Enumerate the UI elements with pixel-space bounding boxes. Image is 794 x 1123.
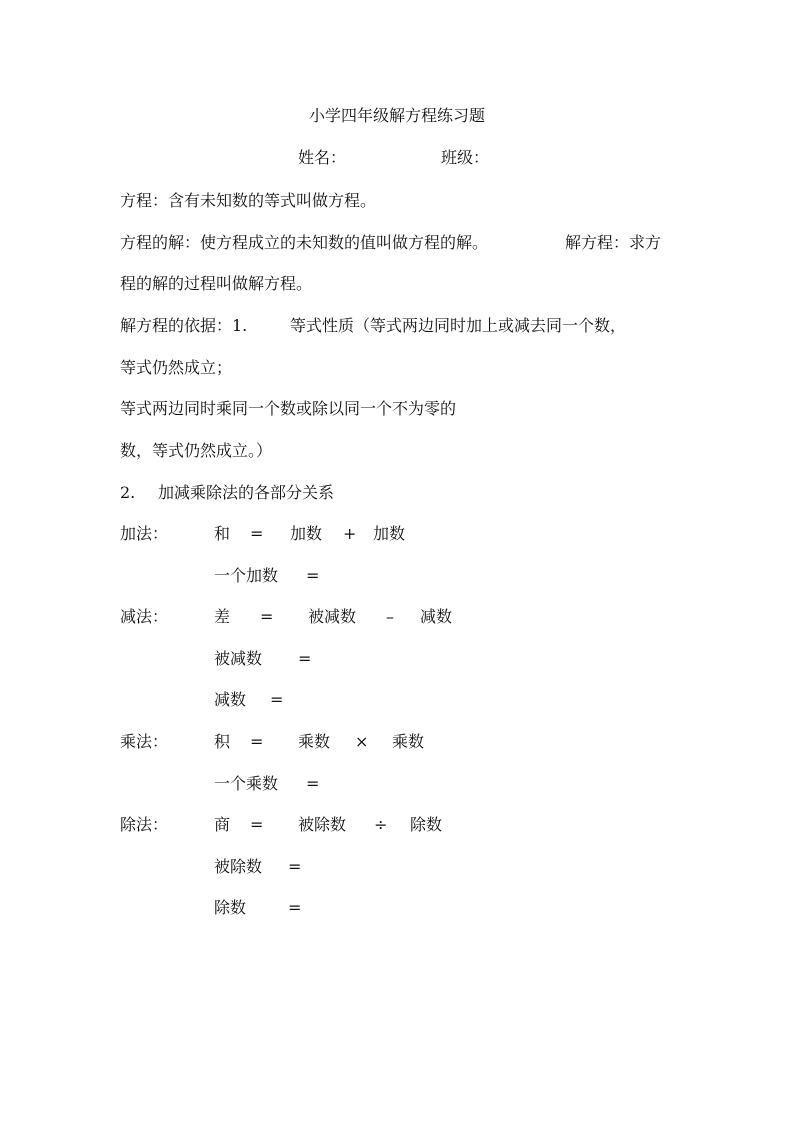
addition-sum: 和 [214, 524, 231, 543]
basis-heading: 解方程的依据：1. [120, 316, 248, 335]
addition-one-addend-equals: = [306, 566, 320, 585]
subtraction-minus: – [386, 607, 394, 626]
addition-addend-1: 加数 [290, 524, 323, 543]
subtraction-subtrahend: 减数 [420, 607, 453, 626]
division-divisor: 除数 [410, 815, 443, 834]
division-dividend-row: 被除数 [214, 857, 263, 876]
subtraction-subtrahend-row: 减数 [214, 690, 247, 709]
name-label: 姓名： [298, 148, 347, 167]
multiplication-one-factor: 一个乘数 [214, 774, 279, 793]
definition-solution: 方程的解：使方程成立的未知数的值叫做方程的解。 [120, 233, 489, 252]
multiplication-times: × [355, 732, 369, 751]
multiplication-factor-2: 乘数 [392, 732, 425, 751]
addition-addend-2: 加数 [373, 524, 406, 543]
division-equals: = [250, 815, 264, 834]
multiplication-label: 乘法： [120, 732, 169, 751]
equality-property-mul: 等式两边同时乘同一个数或除以同一个不为零的 [120, 399, 457, 418]
subtraction-minuend: 被减数 [308, 607, 357, 626]
document-title: 小学四年级解方程练习题 [308, 106, 485, 125]
definition-equation: 方程：含有未知数的等式叫做方程。 [120, 191, 377, 210]
definition-solving-end: 程的解的过程叫做解方程。 [120, 274, 313, 293]
subtraction-label: 减法： [120, 607, 169, 626]
multiplication-one-factor-equals: = [306, 774, 320, 793]
definition-solving-start: 解方程：求方 [565, 233, 662, 252]
subtraction-difference: 差 [214, 607, 231, 626]
addition-equals: = [250, 524, 264, 543]
multiplication-factor-1: 乘数 [298, 732, 331, 751]
subtraction-minuend-equals: = [298, 649, 312, 668]
subtraction-subtrahend-equals: = [270, 690, 284, 709]
addition-label: 加法： [120, 524, 169, 543]
division-divisor-row: 除数 [214, 898, 247, 917]
division-quotient: 商 [214, 815, 231, 834]
relations-number: 2. [120, 483, 136, 502]
division-divide: ÷ [374, 815, 388, 834]
division-dividend-equals: = [288, 857, 302, 876]
equality-property-mul-cont: 数，等式仍然成立。） [120, 441, 273, 460]
addition-one-addend: 一个加数 [214, 566, 279, 585]
division-dividend: 被除数 [298, 815, 347, 834]
addition-plus: + [343, 524, 357, 543]
subtraction-minuend-row: 被减数 [214, 649, 263, 668]
equality-property-text: 等式性质（等式两边同时加上或减去同一个数， [290, 316, 627, 335]
division-label: 除法： [120, 815, 169, 834]
division-divisor-equals: = [288, 898, 302, 917]
subtraction-equals: = [260, 607, 274, 626]
multiplication-product: 积 [214, 732, 231, 751]
relations-heading: 加减乘除法的各部分关系 [158, 483, 335, 502]
equality-property-cont: 等式仍然成立； [120, 358, 233, 377]
multiplication-equals: = [250, 732, 264, 751]
class-label: 班级： [441, 148, 490, 167]
